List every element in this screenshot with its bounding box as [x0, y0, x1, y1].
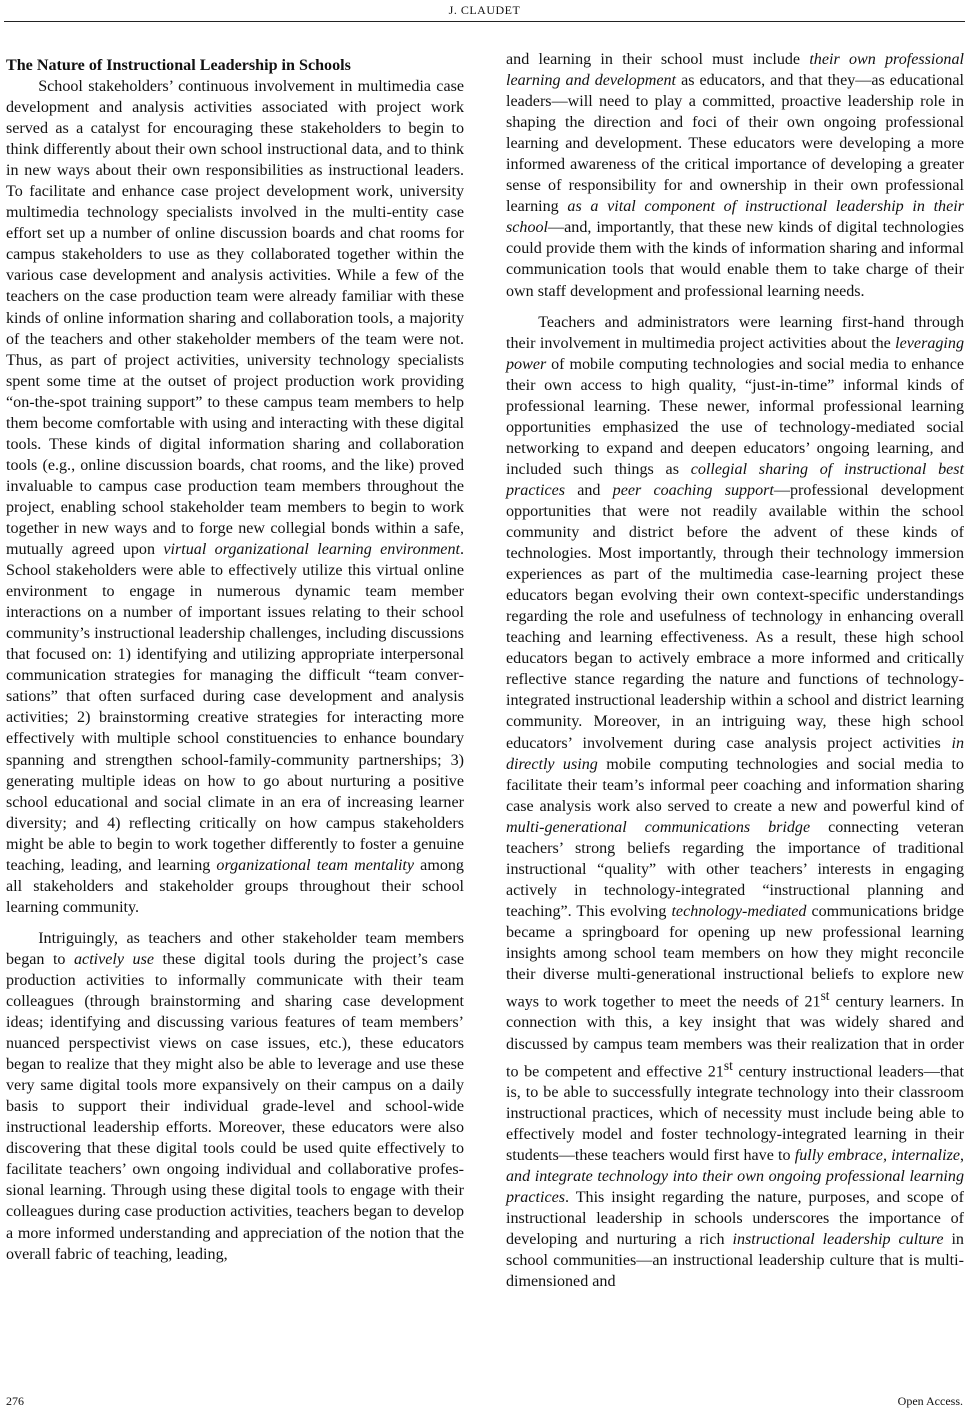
right-paragraph-1 — [506, 49, 964, 302]
text-run: communications bridge became a springboard for opening up new professional learning insights among school team members on how they might reconcile their diverse multi-generational instructional beliefs to explore new ways to work together to meet the needs of 21 — [506, 902, 964, 1011]
emphasis: organizational team mentality — [216, 856, 415, 874]
text-run: these digital tools during the project’s case production activities to informally communicate with their team colleagues (through brainstorming and sharing case development ideas; identifying and discussing various features of team members’ nuanced perspectivist views on case issues, etc.), these educators began to realize that they might also be able to leverage and use these very same digital tools more expansively on their campus on a daily basis to support their individual grade-level and school-wide instructional leadership efforts. Moreover, these educators were also discovering that these digital tools could be used quite effectively to facilitate teachers’ own ongoing individual and collaborative professional learning. Through using these digital tools to engage with their colleagues during case production activities, teachers began to develop a more informed understanding and appreciation of the notion that the overall fabric of teaching, leading, — [6, 950, 464, 1263]
emphasis: technology-mediated — [671, 902, 807, 920]
superscript: st — [723, 1057, 733, 1073]
publisher-note: Open Access. — [897, 1394, 963, 1408]
text-run: and learning in their school must include — [506, 51, 810, 68]
text-run: Intriguingly, as teachers and other stakeholder team members began to — [6, 929, 464, 968]
text-run: century instructional leaders—that is, to be able to successfully integrate technology into their classroom instructional practices, which of necessity must include being able to effectively model and foster technology-integrated learning in their students—these teachers would first have to — [506, 1062, 964, 1165]
running-head: J. CLAUDET — [448, 3, 521, 17]
page-number: 276 — [6, 1394, 24, 1408]
emphasis: in directly using — [506, 734, 964, 773]
section-heading: The Nature of Instructional Leadership in Schools — [6, 57, 351, 74]
text-run: as educators, and that they—as educational leaders—will need to play a committed, proactive leadership role in shaping the direction and foci of their own ongoing professional learning and development. These educators were developing a more informed awareness of the critical importance of developing a greater sense of responsibility for and ownership in their own professional learning — [506, 72, 964, 216]
text-run: . This insight regarding the nature, purposes, and scope of instructional leadership in schools underscores the importance of developing and nurturing a rich — [506, 1189, 964, 1249]
text-run: School stakeholders’ continuous involvement in multimedia case development and analysis activities associated with project work served as a catalyst for encouraging these stakeholders to begin to think differently about their own school instructional data, and to think in new ways about their own responsibilities as instructional leaders. To facilitate and enhance case project development work, university multimedia technology specialists involved in the multi-entity case effort set up a number of online discussion boards and chat rooms for campus stakeholders to use as they collaborated together within the various case development and analysis activities. While a few of the teachers on the case production team were already familiar with these kinds of online information sharing and collaboration tools, a majority of the teachers and other stakeholder members of the team were not. Thus, as part of project activities, university technology specialists spent some time at the outset of project production work providing “on-the-spot training support” to these campus team members to help them become comfortable with using and interacting with these digital tools. These kinds of digital information sharing and collaboration tools (e.g., online discussion boards, chat rooms, and the like) proved invaluable to campus case production team members throughout the project, enabling school stakeholder team members to begin to work together in new ways and to forge new collegial bonds within a safe, mutually agreed upon — [6, 78, 464, 559]
emphasis: virtual organizational learning environment — [163, 541, 460, 559]
right-paragraph-2 — [506, 312, 964, 1293]
text-run: of mobile computing technologies and social media to enhance their own access to high quality, “just-in-time” informal kinds of professional learning. These newer, informal professional learning opportunities emphasized the use of technology-mediated social networking to expand and deepen educators’ ongoing learning, and included such things as — [506, 355, 964, 478]
left-column — [6, 76, 464, 1265]
text-run: century learners. In connection with this, a key insight that was widely shared and discussed by campus team members was their realization that in order to be competent and effective 21 — [506, 993, 965, 1080]
emphasis: actively use — [74, 950, 155, 968]
emphasis: instructional leadership culture — [732, 1231, 944, 1249]
text-run: . School stakeholders were able to effectively utilize this virtual online environment to engage in numerous dynamic team member interactions on a number of important issues relating to their school community’s instructional leadership challenges, including discussions that focused on: 1) identifying and utilizing appropriate interpersonal communication strategies for managing the difficult “team conversations” that often surfaced during case development and analysis activities; 2) brainstorming creative strategies for interacting more effectively with multiple school constituencies to enhance boundary spanning and strengthen school-family-community partnerships; 3) generating multiple ideas on how to go about nurturing a positive school educational and social climate in an era of increasing learner diversity; and 4) reflecting critically on how campus stakeholders might be able to begin to work together differently to foster a genuine teaching, leading, and learning — [6, 541, 465, 874]
emphasis: leveraging power — [506, 334, 964, 373]
left-paragraph-2 — [6, 928, 464, 1265]
text-run: , — [959, 1147, 965, 1165]
left-paragraph-1 — [6, 76, 464, 918]
emphasis: as a vital component of instructional leadership in their school — [506, 198, 964, 237]
right-column — [506, 49, 964, 1292]
emphasis: peer coaching support — [612, 481, 774, 499]
text-run: Teachers and administrators were learning first-hand through their involvement in multimedia project activities about the — [506, 313, 964, 352]
emphasis: fully embrace, internalize — [794, 1147, 960, 1165]
text-run: and — [565, 481, 613, 499]
text-run: —professional development opportunities that were not readily available within the school community and district before the advent of these kinds of technologies. Most importantly, through their technology immersion experiences as part of the multimedia case-learning project these educators began evolving their own context-specific understandings regarding the role and usefulness of technology in enhancing overall teaching and learning effectiveness. As a result, these high school educators began to actively embrace a more informed and critically reflective stance regarding the nature and functions of technology-integrated instructional leadership within a school and district learning community. Moreover, in an intriguing way, these high school educators’ involvement during case analysis project activities — [506, 481, 964, 752]
header-rule — [4, 21, 965, 22]
emphasis: multi-generational communications bridge — [506, 818, 811, 836]
text-run: connecting veteran teachers’ strong beliefs regarding the importance of traditional instructional “quality” with other teachers’ interests in engaging actively in technology-integrated “instructional planning and teaching”. This evolving — [506, 818, 964, 920]
text-run: mobile computing technologies and social media to facilitate their team’s informal peer coaching and information sharing case analysis work also served to create a new and powerful kind of — [506, 755, 964, 815]
text-run: —and, importantly, that these new kinds of digital technologies could provide them with the kinds of information sharing and informal communication tools that would enable them to take charge of their own staff development and professional learning needs. — [506, 219, 964, 300]
text-run: in school communities—an instructional leadership culture that is multi-dimensioned and — [506, 1231, 964, 1291]
text-run: among all stakeholders and stakeholder groups throughout their school learning community. — [6, 856, 464, 916]
emphasis: collegial sharing of instructional best practices — [506, 460, 964, 499]
emphasis: their own professional learning and development — [506, 51, 964, 90]
superscript: st — [820, 988, 830, 1004]
emphasis: and integrate technology into their own ongoing professional learning practices — [506, 1168, 964, 1207]
